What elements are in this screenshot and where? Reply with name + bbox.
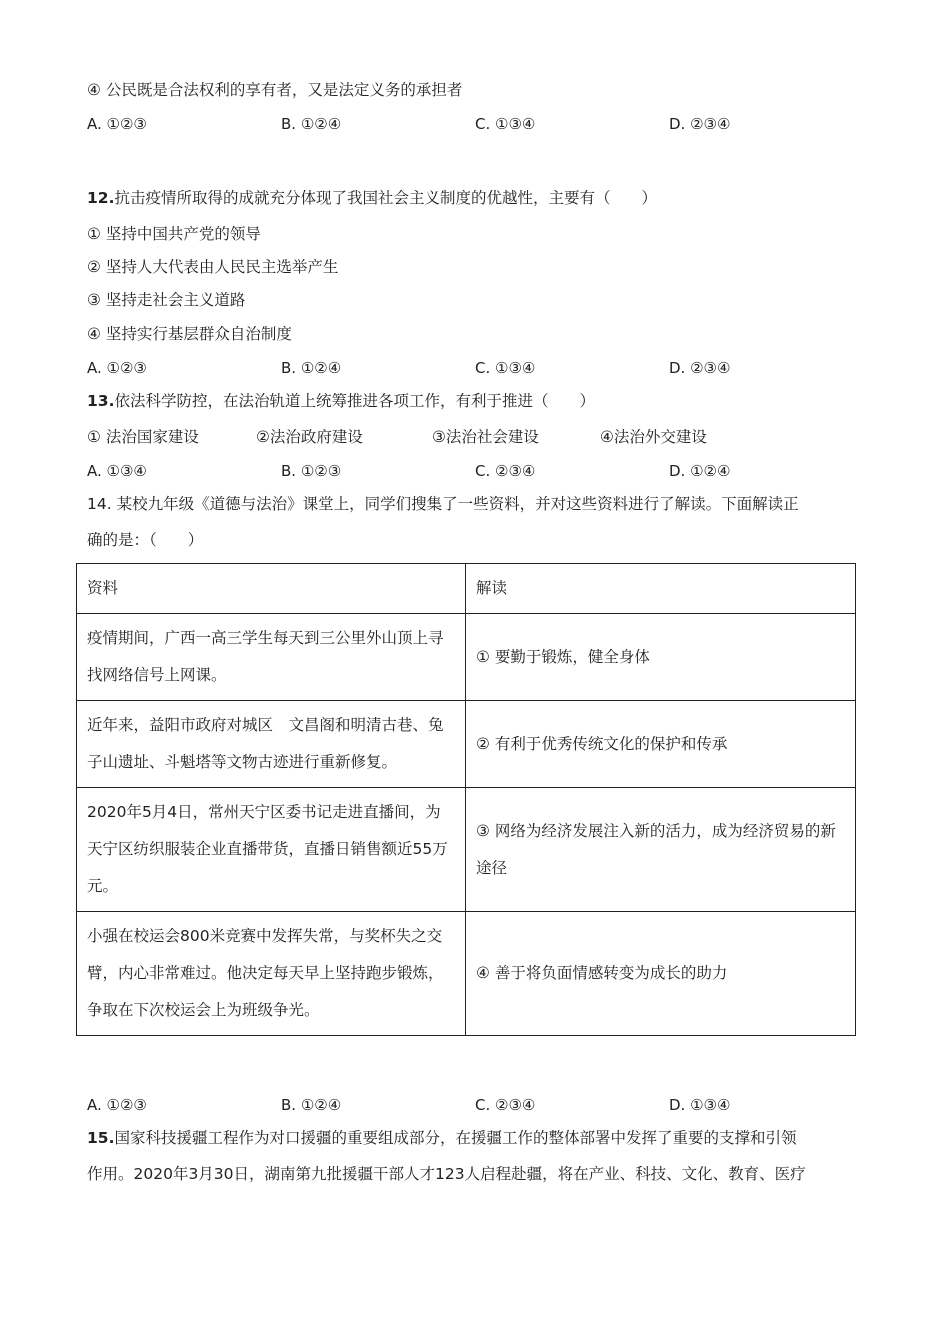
table-row bbox=[77, 912, 856, 1036]
q13-option-c: C. ②③④ bbox=[475, 462, 536, 480]
table-header-material: 资料 bbox=[77, 564, 466, 614]
q12-option-b: B. ①②④ bbox=[281, 359, 342, 377]
q12-option-a: A. ①②③ bbox=[87, 359, 147, 377]
q13-statement-1: ① 法治国家建设 bbox=[87, 428, 199, 446]
q12-statement-4: ④ 坚持实行基层群众自治制度 bbox=[87, 325, 292, 343]
q11-statement-4: ④ 公民既是合法权利的享有者，又是法定义务的承担者 bbox=[87, 81, 463, 99]
table-cell-interpretation: ④ 善于将负面情感转变为成长的助力 bbox=[466, 912, 856, 1036]
q11-option-d: D. ②③④ bbox=[669, 115, 731, 133]
q12-stem-line bbox=[87, 188, 657, 208]
q14-option-a: A. ①②③ bbox=[87, 1096, 147, 1114]
table-cell-interpretation: ② 有利于优秀传统文化的保护和传承 bbox=[466, 701, 856, 788]
q12-statement-3: ③ 坚持走社会主义道路 bbox=[87, 291, 246, 309]
q13-number: 13. bbox=[87, 392, 115, 410]
table-cell-material: 近年来，益阳市政府对城区 文昌阁和明清古巷、兔子山遗址、斗魁塔等文物古迹进行重新修复。 bbox=[77, 701, 466, 788]
q12-number: 12. bbox=[87, 189, 115, 207]
q13-option-d: D. ①②④ bbox=[669, 462, 731, 480]
q11-option-a: A. ①②③ bbox=[87, 115, 147, 133]
q11-option-c: C. ①③④ bbox=[475, 115, 536, 133]
q12-statement-2: ② 坚持人大代表由人民民主选举产生 bbox=[87, 258, 339, 276]
q14-option-c: C. ②③④ bbox=[475, 1096, 536, 1114]
q14-stem-line-1: 14. 某校九年级《道德与法治》课堂上，同学们搜集了一些资料，并对这些资料进行了解读。下面解读正 bbox=[87, 495, 799, 513]
materials-table bbox=[76, 563, 856, 1036]
q14-stem-line-2: 确的是：（ ） bbox=[87, 531, 204, 549]
table-row bbox=[77, 614, 856, 701]
q12-option-c: C. ①③④ bbox=[475, 359, 536, 377]
q15-stem-line-1 bbox=[87, 1128, 796, 1148]
table-cell-material: 小强在校运会800米竞赛中发挥失常，与奖杯失之交臂，内心非常难过。他决定每天早上坚持跑步锻炼，争取在下次校运会上为班级争光。 bbox=[77, 912, 466, 1036]
table-cell-material: 2020年5月4日，常州天宁区委书记走进直播间，为天宁区纺织服装企业直播带货，直播日销售额近55万元。 bbox=[77, 788, 466, 912]
table-header-row bbox=[77, 564, 856, 614]
table-row bbox=[77, 788, 856, 912]
q13-statement-2: ②法治政府建设 bbox=[256, 428, 363, 446]
q13-stem-line bbox=[87, 391, 595, 411]
table-cell-interpretation: ③ 网络为经济发展注入新的活力，成为经济贸易的新途径 bbox=[466, 788, 856, 912]
q12-stem: 抗击疫情所取得的成就充分体现了我国社会主义制度的优越性，主要有（ ） bbox=[114, 189, 657, 207]
q12-statement-1: ① 坚持中国共产党的领导 bbox=[87, 225, 261, 243]
table-cell-interpretation: ① 要勤于锻炼，健全身体 bbox=[466, 614, 856, 701]
q14-option-b: B. ①②④ bbox=[281, 1096, 342, 1114]
table-header-interpretation: 解读 bbox=[466, 564, 856, 614]
q15-stem-line-2: 作用。2020年3月30日，湖南第九批援疆干部人才123人启程赴疆，将在产业、科技、文化、教育、医疗 bbox=[87, 1165, 806, 1183]
table-row bbox=[77, 701, 856, 788]
q15-stem: 国家科技援疆工程作为对口援疆的重要组成部分，在援疆工作的整体部署中发挥了重要的支撑和引领 bbox=[114, 1129, 797, 1147]
q12-option-d: D. ②③④ bbox=[669, 359, 731, 377]
q13-stem: 依法科学防控，在法治轨道上统筹推进各项工作，有利于推进（ ） bbox=[114, 392, 595, 410]
q13-option-b: B. ①②③ bbox=[281, 462, 342, 480]
q11-option-b: B. ①②④ bbox=[281, 115, 342, 133]
q14-option-d: D. ①③④ bbox=[669, 1096, 731, 1114]
q13-option-a: A. ①③④ bbox=[87, 462, 147, 480]
q13-statement-4: ④法治外交建设 bbox=[600, 428, 707, 446]
q13-statement-3: ③法治社会建设 bbox=[432, 428, 539, 446]
q15-number: 15. bbox=[87, 1129, 115, 1147]
table-cell-material: 疫情期间，广西一高三学生每天到三公里外山顶上寻找网络信号上网课。 bbox=[77, 614, 466, 701]
